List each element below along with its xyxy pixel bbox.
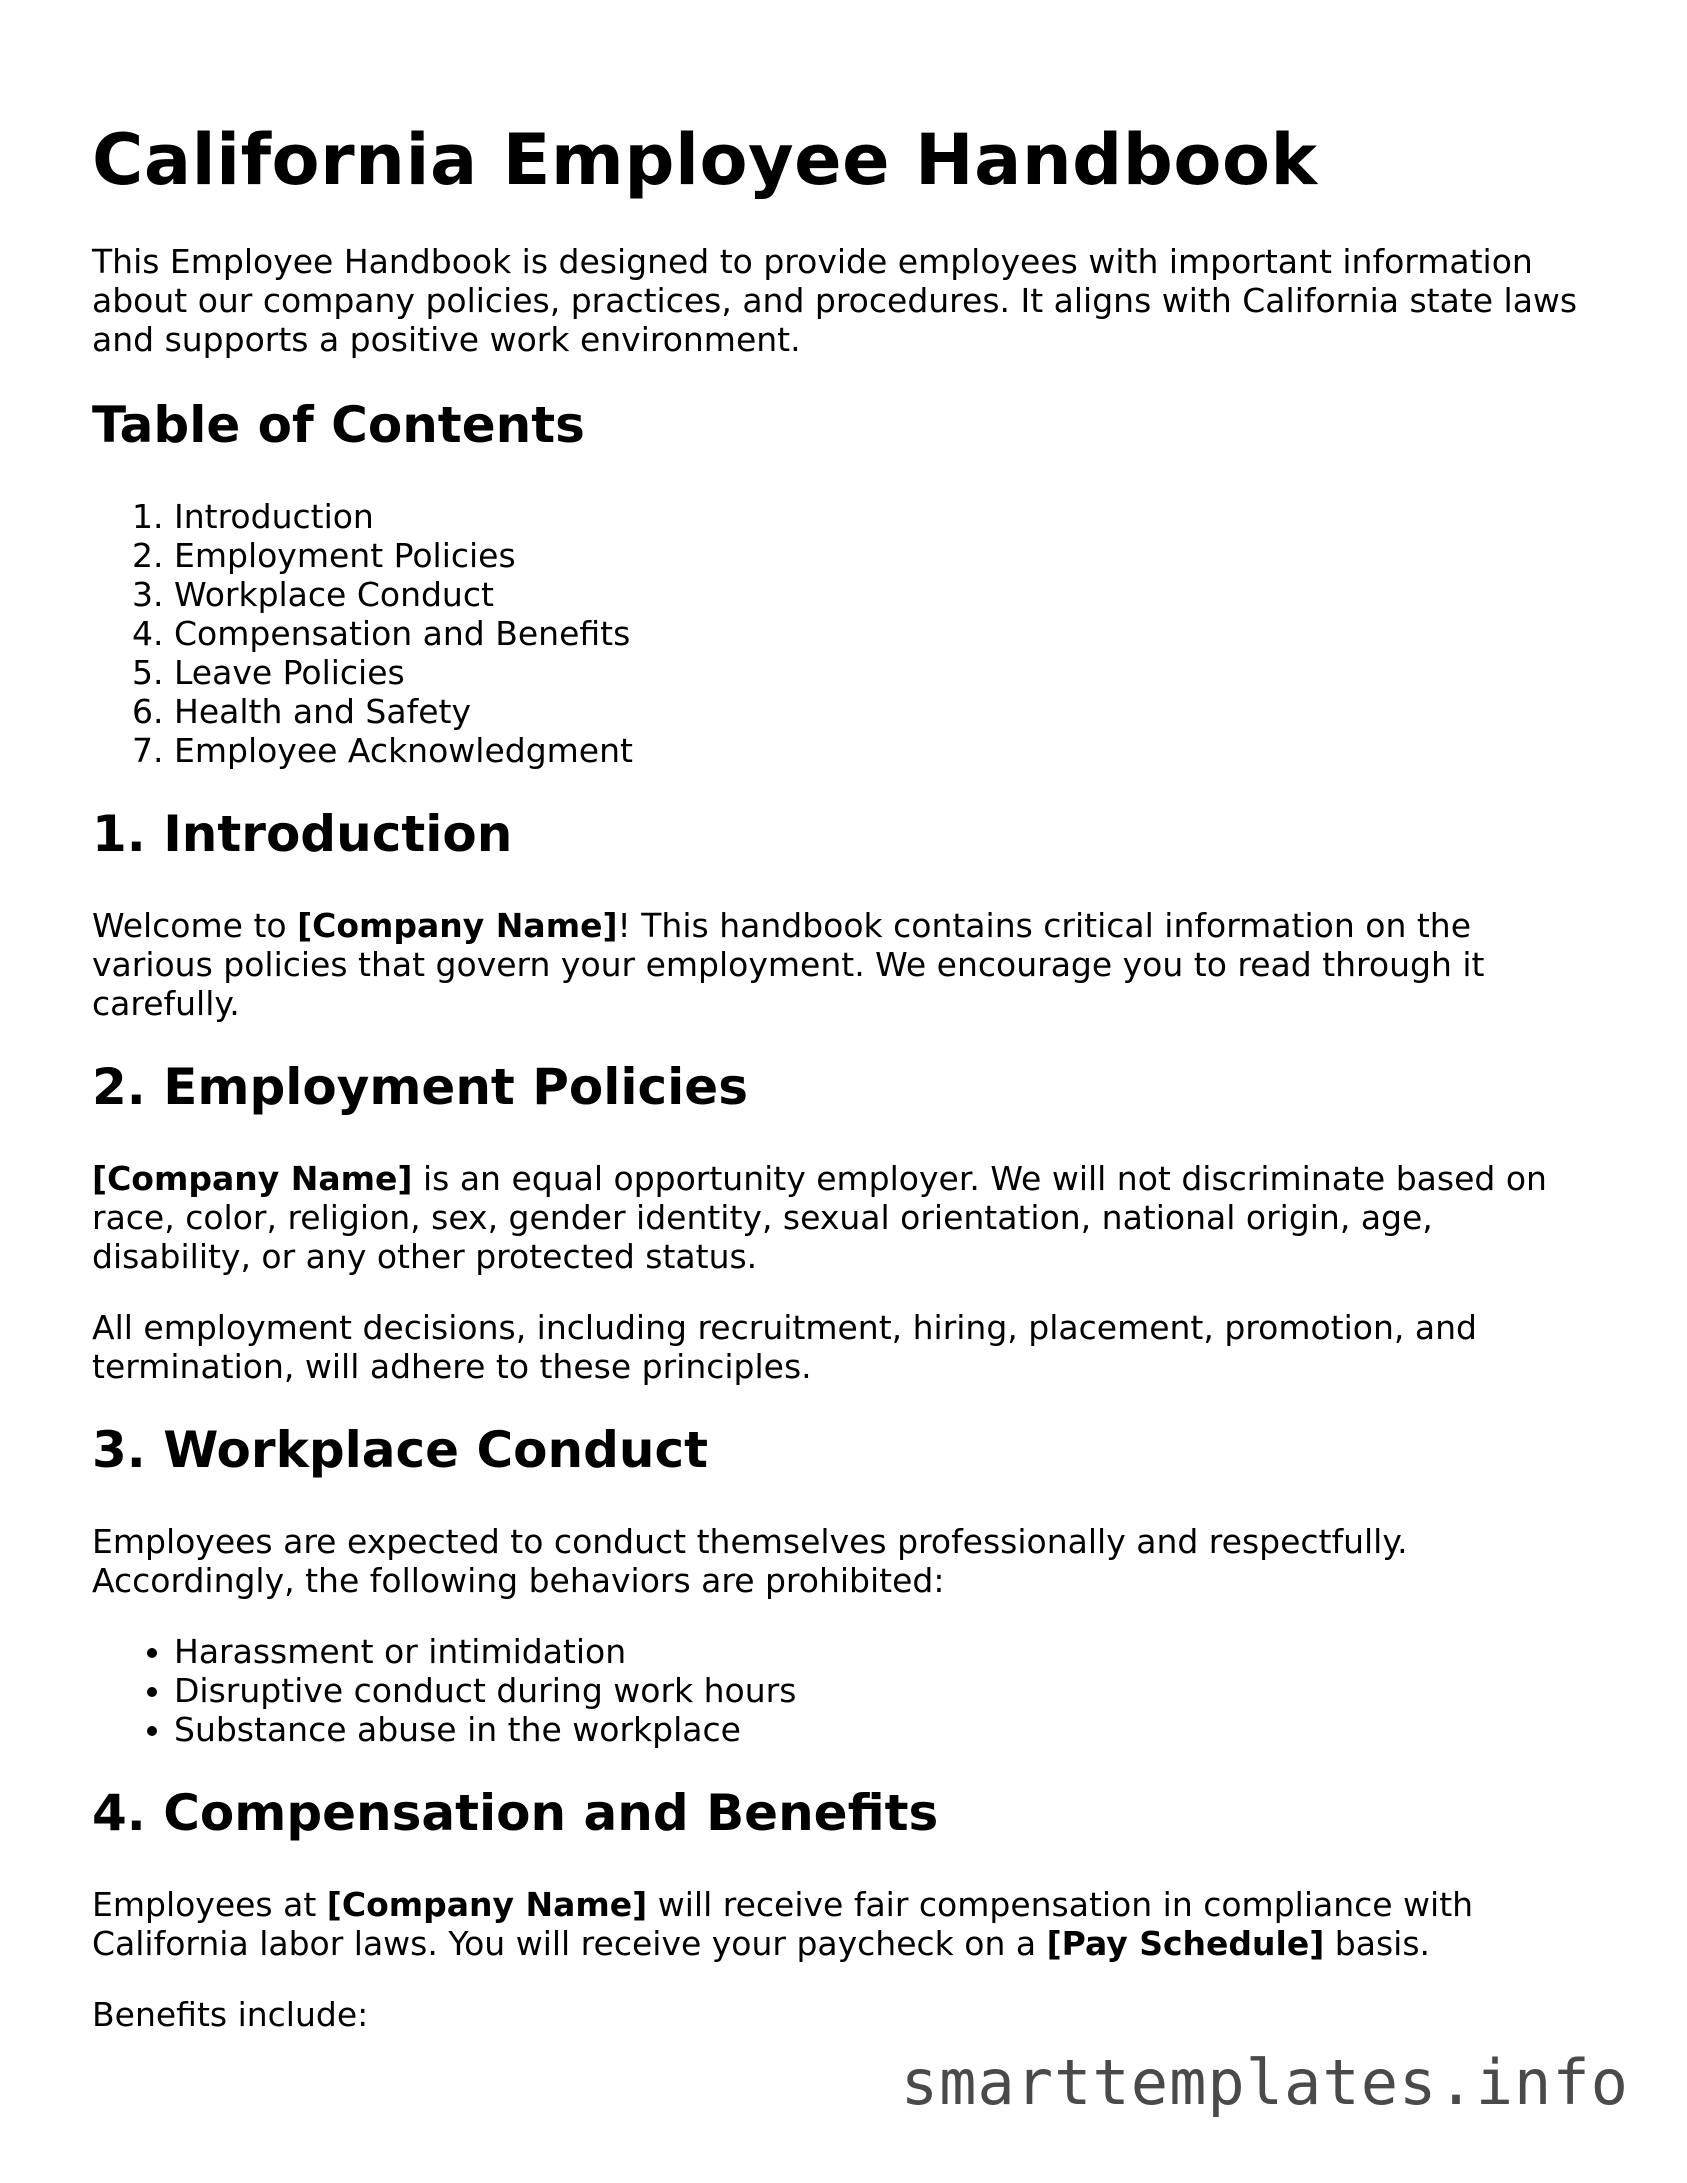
text-span: Employees at: [92, 1885, 327, 1924]
toc-item: 5. Leave Policies: [174, 653, 1602, 692]
company-name-placeholder: [Company Name]: [297, 906, 618, 945]
section-compensation-paragraph-1: [92, 1885, 1602, 1963]
text-span: is an equal opportunity employer. We will not discriminate based on race, color, religion, sex, gender identity, sexual orientation, national origin, age, disability, or any other protected status.: [92, 1159, 1547, 1276]
text-span: basis.: [1324, 1924, 1431, 1963]
list-item: • Disruptive conduct during work hours: [174, 1671, 1602, 1710]
text-span: will receive fair compensation in compliance with California labor laws. You will receive your paycheck on a: [92, 1885, 1474, 1963]
table-of-contents: [92, 497, 1602, 770]
section-compensation-paragraph-2: Benefits include:: [92, 1995, 369, 2034]
toc-item: 2. Employment Policies: [174, 536, 1602, 575]
section-introduction-paragraph: [92, 906, 1602, 1023]
section-conduct-heading: 3. Workplace Conduct: [92, 1421, 709, 1479]
section-employment-paragraph-1: [92, 1159, 1602, 1276]
intro-paragraph: This Employee Handbook is designed to provide employees with important information about our company policies, practices, and procedures. It aligns with California state laws and supports a positive work environment.: [92, 242, 1578, 359]
toc-item: 3. Workplace Conduct: [174, 575, 1602, 614]
company-name-placeholder: [Company Name]: [92, 1159, 413, 1198]
toc-item: 7. Employee Acknowledgment: [174, 731, 1602, 770]
section-employment-heading: 2. Employment Policies: [92, 1058, 748, 1116]
section-introduction-heading: 1. Introduction: [92, 805, 513, 863]
prohibited-behaviors-list: [92, 1632, 1602, 1749]
list-item: • Harassment or intimidation: [174, 1632, 1602, 1671]
pay-schedule-placeholder: [Pay Schedule]: [1046, 1924, 1325, 1963]
section-compensation-heading: 4. Compensation and Benefits: [92, 1784, 939, 1842]
document-title: California Employee Handbook: [92, 119, 1318, 201]
document-page: [92, 0, 1602, 2034]
toc-item: 6. Health and Safety: [174, 692, 1602, 731]
list-item: • Substance abuse in the workplace: [174, 1710, 1602, 1749]
watermark: smarttemplates.info: [900, 2046, 1629, 2119]
company-name-placeholder: [Company Name]: [326, 1885, 648, 1924]
text-span: ! This handbook contains critical information on the various policies that govern your employment. We encourage you to read through it carefully.: [92, 906, 1485, 1023]
toc-heading: Table of Contents: [92, 396, 585, 454]
text-span: Welcome to: [92, 906, 298, 945]
toc-item: 1. Introduction: [174, 497, 1602, 536]
section-conduct-paragraph: Employees are expected to conduct themselves professionally and respectfully. Accordingly, the following behaviors are prohibited:: [92, 1522, 1408, 1600]
section-employment-paragraph-2: All employment decisions, including recruitment, hiring, placement, promotion, and termination, will adhere to these principles.: [92, 1308, 1477, 1386]
toc-item: 4. Compensation and Benefits: [174, 614, 1602, 653]
